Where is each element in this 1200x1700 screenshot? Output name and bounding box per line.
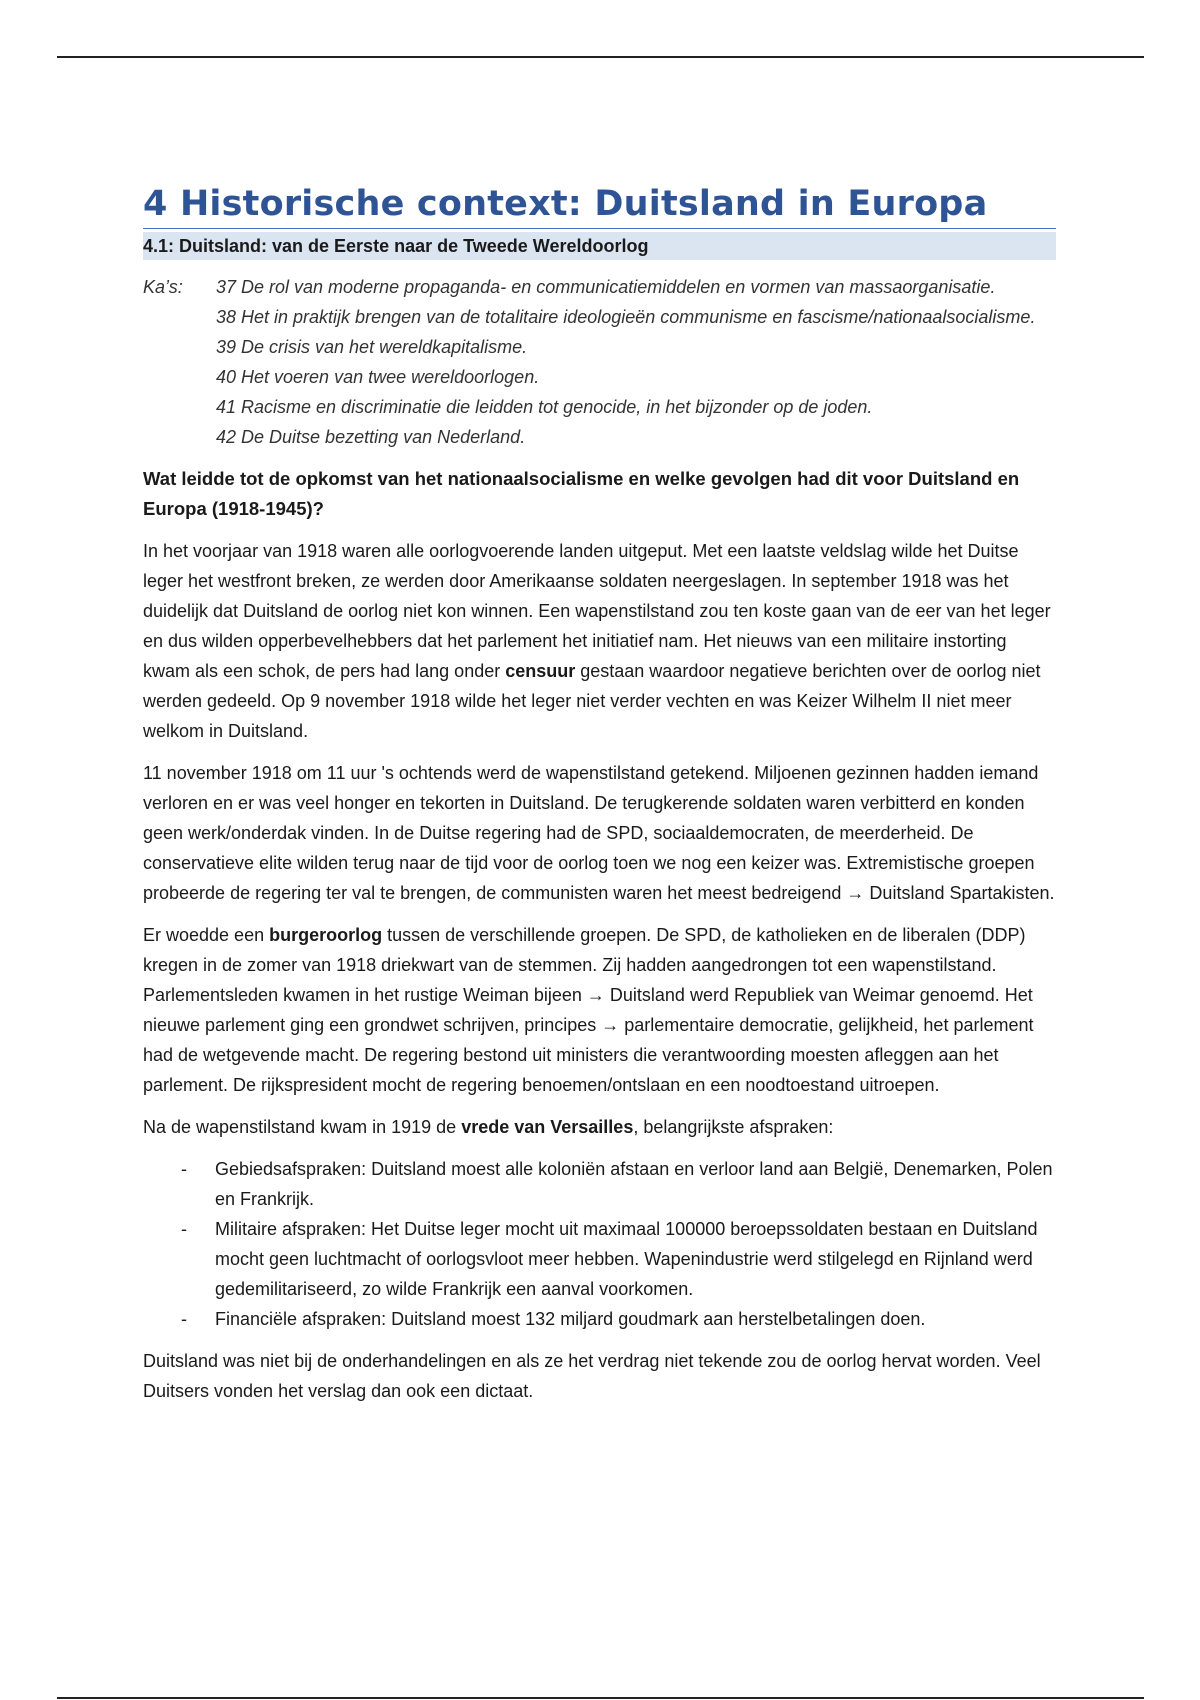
ka-list bbox=[216, 272, 1056, 452]
central-question: Wat leidde tot de opkomst van het nationaalsocialisme en welke gevolgen had dit voor Duitsland en Europa (1918-1945)? bbox=[143, 468, 1020, 519]
page-title: 4 Historische context: Duitsland in Europa bbox=[143, 184, 1056, 229]
ka-block bbox=[143, 272, 1056, 452]
paragraph-1: In het voorjaar van 1918 waren alle oorlogvoerende landen uitgeput. Met een laatste veldslag wilde het Duitse leger het westfront breken, ze werden door Amerikaanse soldaten neergeslagen. In september 1918 was het duidelijk dat Duitsland de oorlog niet kon winnen. Een wapenstilstand zou ten koste gaan van de eer van het leger en dus wilden opperbevelhebbers dat het parlement het initiatief nam. Het nieuws van een militaire instorting kwam als een schok, de pers had lang onder censuur gestaan waardoor negatieve berichten over de oorlog niet werden gedeeld. Op 9 november 1918 wilde het leger niet verder vechten en was Keizer Wilhelm II niet meer welkom in Duitsland. bbox=[143, 541, 1051, 741]
paragraph-5: Duitsland was niet bij de onderhandelingen en als ze het verdrag niet tekende zou de oorlog hervat worden. Veel Duitsers vonden het verslag dan ook een dictaat. bbox=[143, 1351, 1041, 1401]
ka-item: 39 De crisis van het wereldkapitalisme. bbox=[216, 337, 528, 357]
paragraph-2: 11 november 1918 om 11 uur 's ochtends werd de wapenstilstand getekend. Miljoenen gezinnen hadden iemand verloren en er was veel honger en tekorten in Duitsland. De terugkerende soldaten waren verbitterd en konden geen werk/onderdak vinden. In de Duitse regering had de SPD, sociaaldemocraten, de meerderheid. De conservatieve elite wilden terug naar de tijd voor de oorlog toen we nog een keizer was. Extremistische groepen probeerde de regering ter val te brengen, de communisten waren het meest bedreigend → Duitsland Spartakisten. bbox=[143, 763, 1055, 903]
list-item: - Financiële afspraken: Duitsland moest 132 miljard goudmark aan herstelbetalingen doen. bbox=[143, 1304, 1056, 1334]
document-page bbox=[143, 184, 1056, 1406]
dash-marker: - bbox=[181, 1159, 187, 1179]
term-vrede-van-versailles: vrede van Versailles bbox=[461, 1117, 634, 1137]
ka-item: 38 Het in praktijk brengen van de totalitaire ideologieën communisme en fascisme/nationaalsocialisme. bbox=[216, 307, 1036, 327]
dash-marker: - bbox=[181, 1309, 187, 1329]
section-heading: 4.1: Duitsland: van de Eerste naar de Tweede Wereldoorlog bbox=[143, 232, 1056, 260]
ka-item: 37 De rol van moderne propaganda- en communicatiemiddelen en vormen van massaorganisatie. bbox=[216, 277, 996, 297]
term-censuur: censuur bbox=[505, 661, 576, 681]
paragraph-4: Na de wapenstilstand kwam in 1919 de vrede van Versailles, belangrijkste afspraken: bbox=[143, 1117, 834, 1137]
ka-item: 41 Racisme en discriminatie die leidden tot genocide, in het bijzonder op de joden. bbox=[216, 397, 873, 417]
footer-rule bbox=[57, 1697, 1144, 1699]
paragraph-3: Er woedde een burgeroorlog tussen de verschillende groepen. De SPD, de katholieken en de liberalen (DDP) kregen in de zomer van 1918 driekwart van de stemmen. Zij hadden aangedrongen tot een wapenstilstand. Parlementsleden kwamen in het rustige Weiman bijeen → Duitsland werd Republiek van Weimar genoemd. Het nieuwe parlement ging een grondwet schrijven, principes → parlementaire democratie, gelijkheid, het parlement had de wetgevende macht. De regering bestond uit ministers die verantwoording moesten afleggen aan het parlement. De rijkspresident mocht de regering benoemen/ontslaan en een noodtoestand uitroepen. bbox=[143, 925, 1034, 1095]
ka-label: Ka’s: bbox=[143, 277, 183, 297]
versailles-list bbox=[143, 1154, 1056, 1334]
list-item: - Gebiedsafspraken: Duitsland moest alle koloniën afstaan en verloor land aan België, Denemarken, Polen en Frankrijk. bbox=[143, 1154, 1056, 1214]
ka-item: 40 Het voeren van twee wereldoorlogen. bbox=[216, 367, 540, 387]
header-rule bbox=[57, 56, 1144, 58]
dash-marker: - bbox=[181, 1219, 187, 1239]
ka-item: 42 De Duitse bezetting van Nederland. bbox=[216, 427, 526, 447]
list-item: - Militaire afspraken: Het Duitse leger mocht uit maximaal 100000 beroepssoldaten bestaan en Duitsland mocht geen luchtmacht of oorlogsvloot meer hebben. Wapenindustrie werd stilgelegd en Rijnland werd gedemilitariseerd, zo wilde Frankrijk een aanval voorkomen. bbox=[143, 1214, 1056, 1304]
term-burgeroorlog: burgeroorlog bbox=[269, 925, 383, 945]
